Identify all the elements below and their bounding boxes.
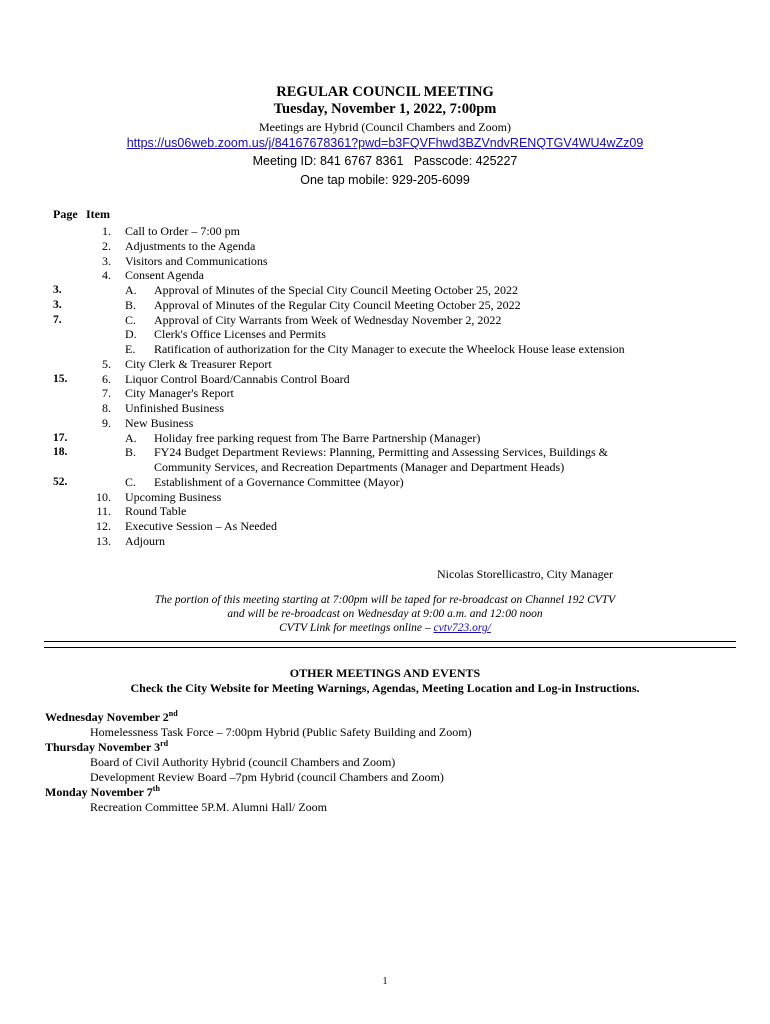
- event-day-suffix: nd: [168, 709, 178, 718]
- agenda-item-number: 5.: [102, 356, 111, 371]
- agenda-item-number: 2.: [102, 238, 111, 253]
- agenda-subitem-letter: E.: [125, 342, 136, 356]
- agenda-subitem-letter: A.: [125, 283, 137, 297]
- meeting-title: REGULAR COUNCIL MEETING: [276, 84, 494, 100]
- agenda-page-ref: 3.: [53, 284, 62, 296]
- agenda-item-text: Visitors and Communications: [125, 253, 268, 268]
- agenda-item-text: Approval of Minutes of the Regular City Council Meeting October 25, 2022: [154, 297, 521, 312]
- agenda-row: [0, 445, 770, 460]
- event-day-suffix: rd: [160, 739, 169, 748]
- meeting-date: Tuesday, November 1, 2022, 7:00pm: [273, 101, 497, 117]
- agenda-item-number: 6.: [102, 371, 111, 386]
- event-item: Homelessness Task Force – 7:00pm Hybrid (Public Safety Building and Zoom): [90, 725, 472, 739]
- agenda-subitem-letter: B.: [125, 297, 137, 312]
- agenda-item-text: Round Table: [125, 504, 187, 519]
- tap-mobile: One tap mobile: 929-205-6099: [300, 173, 470, 187]
- agenda-item-text: Consent Agenda: [125, 268, 204, 283]
- agenda-item-text: Approval of City Warrants from Week of Wednesday November 2, 2022: [154, 312, 502, 327]
- agenda-page-ref: 7.: [53, 313, 62, 326]
- agenda-item-number: 11.: [96, 504, 111, 519]
- agenda-subitem-letter: D.: [125, 327, 137, 342]
- event-item: Development Review Board –7pm Hybrid (council Chambers and Zoom): [90, 770, 444, 784]
- agenda-subitem-letter: C.: [125, 474, 137, 489]
- agenda-item-number: 10.: [96, 489, 111, 504]
- agenda-item-text: Approval of Minutes of the Special City Council Meeting October 25, 2022: [154, 283, 518, 297]
- broadcast-line-1: The portion of this meeting starting at 7:00pm will be taped for re-broadcast on Channel 192 CVTV: [154, 594, 616, 606]
- agenda-row: [0, 313, 770, 328]
- event-item: Board of Civil Authority Hybrid (council Chambers and Zoom): [90, 755, 396, 769]
- agenda-row: [0, 327, 770, 342]
- agenda-page-ref: 18.: [53, 446, 68, 459]
- agenda-item-text: City Clerk & Treasurer Report: [125, 356, 272, 371]
- agenda-page-ref: 52.: [53, 475, 68, 488]
- agenda-item-number: 3.: [102, 253, 111, 268]
- meeting-id: Meeting ID: 841 6767 8361 Passcode: 425227: [252, 154, 518, 168]
- other-meetings-title: OTHER MEETINGS AND EVENTS: [289, 666, 481, 680]
- agenda-row: [0, 475, 770, 490]
- agenda-row: [0, 401, 770, 416]
- page-number: 1: [382, 976, 388, 987]
- event-day-label: Wednesday November 2: [45, 710, 169, 724]
- agenda-item-text: Unfinished Business: [125, 401, 224, 415]
- event-item: Recreation Committee 5P.M. Alumni Hall/ Zoom: [90, 800, 327, 814]
- divider-top: [44, 641, 736, 642]
- agenda-row: [0, 534, 770, 549]
- agenda-item-text: Holiday free parking request from The Barre Partnership (Manager): [154, 430, 481, 445]
- agenda-row: [0, 372, 770, 387]
- agenda-item-text: Liquor Control Board/Cannabis Control Board: [125, 371, 350, 386]
- agenda-item-number: 9.: [102, 415, 111, 430]
- broadcast-line-2: and will be re-broadcast on Wednesday at 9:00 a.m. and 12:00 noon: [227, 608, 543, 620]
- agenda-row: [0, 298, 770, 313]
- event-day-heading: [45, 785, 160, 800]
- broadcast-link-prefix: CVTV Link for meetings online –: [279, 622, 434, 634]
- cvtv-link[interactable]: cvtv723.org/: [433, 622, 491, 634]
- agenda-item-text: Ratification of authorization for the City Manager to execute the Wheelock House lease extension: [154, 342, 625, 356]
- agenda-row: [0, 386, 770, 401]
- agenda-item-text: Adjourn: [125, 533, 165, 548]
- agenda-subitem-letter: B.: [125, 445, 137, 460]
- agenda-row: [0, 490, 770, 505]
- agenda-item-text: Executive Session – As Needed: [125, 519, 277, 533]
- hybrid-note: Meetings are Hybrid (Council Chambers and Zoom): [259, 120, 511, 134]
- agenda-row: [0, 519, 770, 534]
- agenda-item-text: Community Services, and Recreation Departments (Manager and Department Heads): [154, 460, 565, 474]
- event-day-heading: [45, 740, 168, 755]
- agenda-row: [0, 342, 770, 357]
- agenda-item-text: Call to Order – 7:00 pm: [125, 224, 240, 238]
- agenda-item-number: 7.: [102, 386, 111, 401]
- divider-bottom: [44, 647, 736, 648]
- agenda-page-ref: 17.: [53, 431, 68, 444]
- agenda-row: [0, 268, 770, 283]
- agenda-item-text: FY24 Budget Department Reviews: Planning, Permitting and Assessing Services, Buildings &: [154, 445, 608, 460]
- agenda-item-number: 12.: [96, 519, 111, 533]
- agenda-row: [0, 283, 770, 298]
- agenda-row: [0, 431, 770, 446]
- agenda-row: [0, 357, 770, 372]
- agenda-item-number: 1.: [102, 224, 111, 238]
- signature: Nicolas Storellicastro, City Manager: [437, 567, 613, 581]
- other-meetings-subtitle: Check the City Website for Meeting Warnings, Agendas, Meeting Location and Log-in Instructions.: [130, 681, 640, 695]
- agenda-item-number: 13.: [96, 533, 111, 548]
- agenda-subitem-letter: C.: [125, 312, 137, 327]
- col-header-item: Item: [86, 207, 110, 221]
- agenda-item-number: 4.: [102, 268, 111, 283]
- agenda-row: [0, 504, 770, 519]
- agenda-row: [0, 416, 770, 431]
- agenda-item-number: 8.: [102, 401, 111, 415]
- agenda-row: [0, 460, 770, 475]
- agenda-page-ref: 3.: [53, 298, 62, 311]
- agenda-item-text: City Manager's Report: [125, 386, 234, 401]
- col-header-page: Page: [53, 207, 78, 221]
- event-day-heading: [45, 710, 178, 725]
- agenda-item-text: Establishment of a Governance Committee (Mayor): [154, 474, 404, 489]
- agenda-page-ref: 15.: [53, 372, 68, 385]
- agenda-item-text: Upcoming Business: [125, 489, 222, 504]
- agenda-item-text: Clerk's Office Licenses and Permits: [154, 327, 326, 342]
- agenda-item-text: Adjustments to the Agenda: [125, 238, 256, 253]
- zoom-link[interactable]: https://us06web.zoom.us/j/84167678361?pwd=b3FQVFhwd3BZVndvRENQTGV4WU4wZz09: [126, 136, 644, 150]
- agenda-subitem-letter: A.: [125, 430, 137, 445]
- event-day-label: Monday November 7: [45, 785, 153, 799]
- agenda-row: [0, 224, 770, 239]
- agenda-item-text: New Business: [125, 415, 194, 430]
- event-day-label: Thursday November 3: [45, 740, 161, 754]
- agenda-row: [0, 239, 770, 254]
- broadcast-line-3: [0, 622, 770, 634]
- agenda-row: [0, 254, 770, 269]
- event-day-suffix: th: [152, 784, 160, 793]
